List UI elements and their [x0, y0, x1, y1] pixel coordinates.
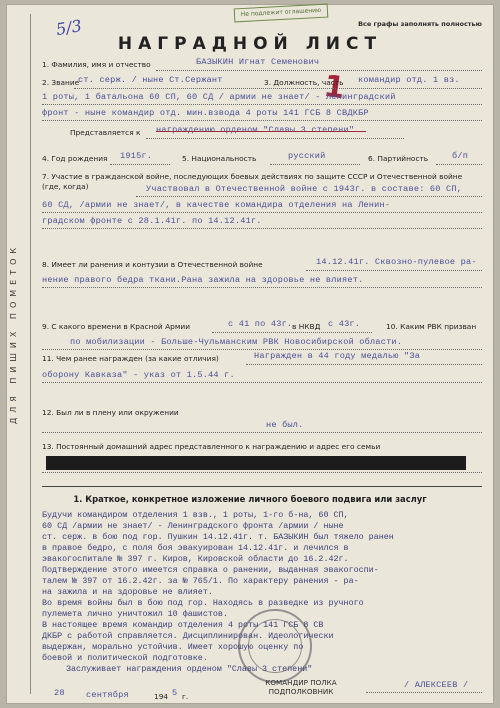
date-suffix: г. [182, 692, 189, 701]
date-day: 28 [54, 688, 65, 698]
value-party: б/п [452, 151, 469, 161]
label-rank: 2. Звание [42, 78, 80, 87]
value-combat-3: градском фронте с 28.1.41г. по 14.12.41г. [42, 216, 262, 226]
label-nationality: 5. Национальность [182, 154, 257, 163]
feat-line: эвакогоспитале № 397 г. Киров, Кировской области до 16.2.42г. [42, 554, 349, 564]
field-rule [110, 164, 170, 165]
feat-line: Заслуживает награждения орденом "Славы 3 степени" [66, 664, 313, 674]
feat-line: Подтверждение этого имеется справка о ранении, выданная эвакогоспи- [42, 565, 379, 575]
field-rule [42, 349, 482, 350]
feat-line: Во время войны был в бою под гор. Находясь в разведке из ручного [42, 598, 364, 608]
feat-line: ДКБР с работой справляется. Дисциплинирован. Идеологически [42, 631, 334, 641]
field-rule [156, 70, 482, 71]
feat-line: боевой и политической подготовке. [42, 653, 208, 663]
field-rule [42, 287, 482, 288]
feat-line: на зажила и на здоровье не влияет. [42, 587, 213, 597]
label-birth-year: 4. Год рождения [42, 154, 108, 163]
redaction-block [46, 456, 466, 470]
label-captivity: 12. Был ли в плену или окружении [42, 408, 179, 417]
margin-line [30, 14, 31, 694]
feat-line: ст. серж. в бою под гор. Пушкин 14.12.41г. т. БАЗЫКИН был тяжело ранен [42, 532, 394, 542]
field-rule [42, 228, 482, 229]
value-captivity: не был. [266, 420, 304, 430]
value-wounds-2: нение правого бедра ткани.Рана зажила на здоровье не влияет. [42, 275, 364, 285]
value-position: командир отд. 1 вз. [358, 75, 460, 85]
value-position-cont-2: фронт - ныне командир отд. мин.взвода 4 роты 141 ГСБ 8 СВДКБР [42, 108, 369, 118]
label-position: 3. Должность, часть [264, 78, 344, 87]
feat-line: Будучи командиром отделения 1 взв., 1 роты, 1-го б-на, 60 СП, [42, 510, 349, 520]
signatory-title: КОМАНДИР ПОЛКА [265, 678, 337, 687]
field-rule [246, 364, 482, 365]
field-rule [42, 104, 482, 105]
field-rule [42, 382, 482, 383]
feat-line: талем № 397 от 16.2.42г. за № 765/1. По характеру ранения - ра- [42, 576, 359, 586]
handwritten-number: 5/3 [54, 15, 84, 40]
section-divider [42, 486, 482, 487]
field-rule [146, 138, 404, 139]
label-army-since: 9. С какого времени в Красной Армии [42, 322, 191, 331]
label-rvk: 10. Каким РВК призван [386, 322, 477, 331]
label-nkvd: в НКВД [292, 322, 321, 331]
field-rule [270, 164, 360, 165]
feat-line: пулемета лично уничтожил 10 фашистов. [42, 609, 228, 619]
date-year-digit: 5 [172, 688, 178, 698]
value-combat-1: Участвовал в Отечественной войне с 1943г. в составе: 60 СП, [146, 184, 463, 194]
form-instruction: Все графы заполнять полностью [358, 20, 482, 28]
feat-line: 60 СД /армии не знает/ - Ленинградского фронта /армии / ныне [42, 521, 344, 531]
field-rule [42, 432, 482, 433]
value-prior-awards-1: Награжден в 44 году медалью "За [254, 351, 421, 361]
value-rvk: по мобилизации - Больше-Чульманским РВК Новосибирской области. [70, 337, 403, 347]
value-army-since: с 41 по 43г. [228, 319, 293, 329]
label-wounds: 8. Имеет ли ранения и контузии в Отечественной войне [42, 260, 263, 269]
field-rule [306, 270, 482, 271]
field-rule [42, 120, 482, 121]
date-month: сентября [86, 690, 129, 700]
field-rule [366, 692, 482, 693]
document-title: НАГРАДНОЙ ЛИСТ [117, 34, 383, 54]
label-party: 6. Партийность [368, 154, 429, 163]
feat-line: выдержан, морально устойчив. Имеет хорошую оценку по [42, 642, 304, 652]
value-presented: награждению орденом "Славы 3 степени" [156, 125, 355, 135]
label-presented: Представляется к [70, 128, 141, 137]
value-birth-year: 1915г. [120, 151, 153, 161]
red-pencil-mark: 1 [321, 68, 348, 107]
field-rule [212, 332, 372, 333]
official-seal [238, 609, 312, 683]
label-full-name: 1. Фамилия, имя и отчество [42, 60, 151, 69]
field-rule [136, 196, 482, 197]
value-combat-2: 60 СД, /армии не знает/, в качестве командира отделения на Ленин- [42, 200, 391, 210]
value-position-cont-1: 1 роты, 1 батальона 60 СП, 60 СД / армии не знает/ - Ленинградский [42, 92, 396, 102]
value-nkvd: с 43г. [328, 319, 361, 329]
label-combat-participation: 7. Участие в гражданской войне, последующих боевых действиях по защите СССР и Отечественной войне (где, когда) [42, 172, 463, 191]
side-margin-label: ДЛЯ ПИШИХ ПОМЕТОК [9, 242, 18, 424]
field-rule [74, 88, 482, 89]
field-rule [436, 164, 482, 165]
value-wounds-1: 14.12.41г. Сквозно-пулевое ра- [316, 257, 477, 267]
date-year-prefix: 194 [154, 692, 169, 701]
award-sheet [6, 4, 494, 704]
feat-line: В настоящее время командир отделения 4 роты 141 ГСБ 8 СВ [42, 620, 324, 630]
value-prior-awards-2: оборону Кавказа" - указ от 1.5.44 г. [42, 370, 235, 380]
field-rule [42, 472, 482, 473]
label-prior-awards: 11. Чем ранее награжден (за какие отличия) [42, 354, 219, 363]
field-rule [42, 212, 482, 213]
value-nationality: русский [288, 151, 326, 161]
signatory-rank: ПОДПОЛКОВНИК [268, 687, 334, 696]
value-full-name: БАЗЫКИН Игнат Семенович [196, 57, 320, 67]
section-feat-title: 1. Краткое, конкретное изложение личного боевого подвига или заслуг [73, 494, 427, 504]
classification-stamp: Не подлежит оглашению [234, 4, 329, 23]
label-home-address: 13. Постоянный домашний адрес представленного к награждению и адрес его семьи [42, 442, 381, 451]
signatory-name: / АЛЕКСЕЕВ / [404, 680, 469, 690]
value-rank: ст. серж. / ныне Ст.Сержант [78, 75, 223, 85]
pencil-strike [156, 131, 366, 132]
feat-line: в правое бедро, с поля боя эвакуирован 14.12.41г. и лечился в [42, 543, 349, 553]
